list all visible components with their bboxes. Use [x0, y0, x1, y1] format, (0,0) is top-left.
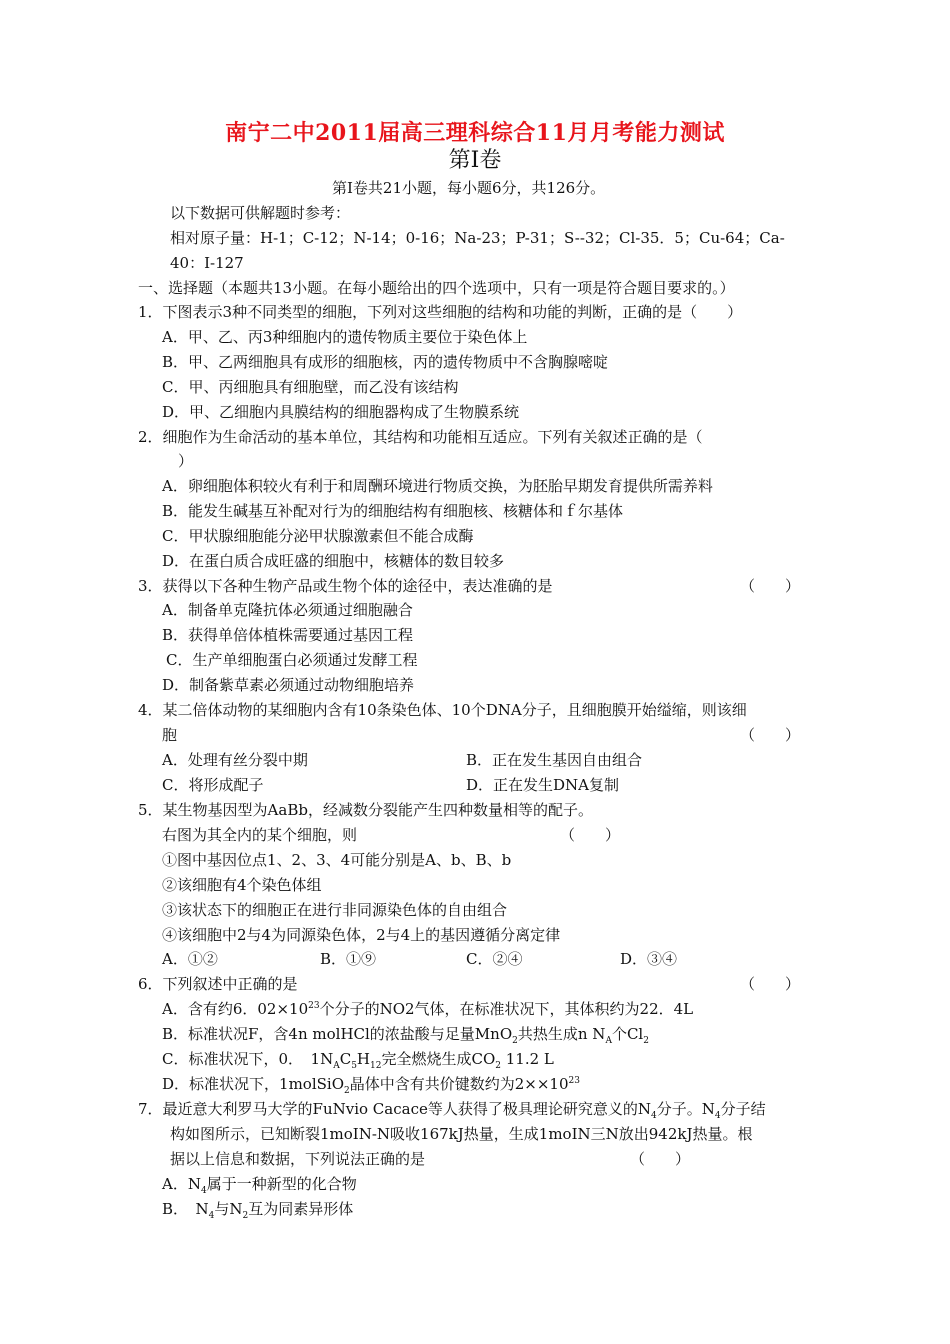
q1-option-b: B．甲、乙两细胞具有成形的细胞核，丙的遗传物质中不含胸腺嘧啶 [162, 353, 609, 371]
q6-option-d [162, 1074, 580, 1094]
q6-a-text-2: 个分子的NO2气体，在标准状况下，其体积约为22．4L [319, 1000, 694, 1018]
q5-option-d: D．③④ [620, 950, 678, 968]
q5-statement-1: ①图中基因位点1、2、3、4可能分别是A、b、B、b [162, 851, 512, 869]
q1-stem: 1．下图表示3种不同类型的细胞，下列对这些细胞的结构和功能的判断，正确的是（ ） [138, 303, 743, 321]
q7-option-b [162, 1199, 353, 1219]
q7-a-text-2: 属于一种新型的化合物 [206, 1175, 357, 1193]
q1-option-a: A．甲、乙、丙3种细胞内的遗传物质主要位于染色体上 [162, 328, 528, 346]
q6-a-exponent: 23 [308, 1001, 320, 1011]
reference-label: 以下数据可供解题时参考： [170, 204, 351, 222]
q4-stem: 4．某二倍体动物的某细胞内含有10条染色体、10个DNA分子，且细胞膜开始缢缩，则该细 [138, 701, 747, 719]
q7-a-sub: 4 [200, 1186, 207, 1196]
q5-stem-cont: 右图为其全内的某个细胞，则 [162, 826, 358, 844]
q6-d-text-2: 晶体中含有共价键数约为2××10 [349, 1075, 569, 1093]
q2-option-c: C．甲状腺细胞能分泌甲状腺激素但不能合成酶 [162, 527, 474, 545]
q6-option-a [162, 999, 693, 1019]
q6-b-sub-1: 2 [512, 1036, 518, 1046]
q7-stem-text-3: 分子结 [720, 1100, 766, 1118]
q6-d-sub: 2 [344, 1086, 350, 1096]
q3-option-b: B．获得单倍体植株需要通过基因工程 [162, 626, 414, 644]
q5-option-c: C．②④ [466, 950, 523, 968]
q6-answer-blank: （ ） [740, 975, 801, 993]
q7-b-text-1: B． N [162, 1200, 209, 1218]
q6-c-text-1: C．标准状况下，0． 1N [162, 1050, 334, 1068]
q6-c-text-5: 11.2 L [500, 1050, 554, 1068]
q6-d-exponent: 23 [568, 1076, 580, 1086]
q5-answer-blank: （ ） [560, 826, 621, 844]
q3-answer-blank: （ ） [740, 577, 801, 595]
q2-stem-close: ） [178, 452, 194, 470]
q2-option-a: A．卵细胞体积较火有利于和周酬环境进行物质交换，为胚胎早期发育提供所需养料 [162, 477, 713, 495]
q1-option-c: C．甲、丙细胞具有细胞壁，而乙没有该结构 [162, 378, 459, 396]
q7-stem-sub-1: 4 [650, 1111, 657, 1121]
exam-title: 南宁二中2011届高三理科综合11月月考能力测试 [225, 120, 725, 146]
q7-a-text-1: A．N [162, 1175, 201, 1193]
q6-c-text-2: C [339, 1050, 352, 1068]
q7-stem-line-3: 据以上信息和数据，下列说法正确的是 [170, 1150, 426, 1168]
q6-c-text-4: 完全燃烧生成CO [381, 1050, 496, 1068]
q5-statement-4: ④该细胞中2与4为同源染色体，2与4上的基因遵循分离定律 [162, 926, 561, 944]
q4-stem-cont: 胞 [162, 726, 178, 744]
q3-option-d: D．制备紫草素必须通过动物细胞培养 [162, 676, 415, 694]
q3-option-a: A．制备单克隆抗体必须通过细胞融合 [162, 601, 413, 619]
q7-stem [138, 1099, 766, 1119]
q1-option-d: D．甲、乙细胞内具膜结构的细胞器构成了生物膜系统 [162, 403, 520, 421]
q6-d-text-1: D．标准状况下，1molSiO [162, 1075, 344, 1093]
q6-option-b [162, 1024, 649, 1044]
q5-statement-3: ③该状态下的细胞正在进行非同源染色体的自由组合 [162, 901, 508, 919]
q7-stem-sub-2: 4 [714, 1111, 721, 1121]
q7-b-sub-1: 4 [208, 1211, 215, 1221]
q6-c-sub-2: 5 [351, 1061, 357, 1071]
q6-option-c [162, 1049, 554, 1069]
q6-b-text-3: 个Cl [611, 1025, 644, 1043]
atomic-mass-line-2: 40：I-127 [170, 254, 244, 272]
q6-b-text-2: 共热生成n N [517, 1025, 606, 1043]
q7-stem-text-1: 7．最近意大利罗马大学的FuNvio Cacace等人获得了极具理论研究意义的N [138, 1100, 651, 1118]
q6-c-sub-4: 2 [495, 1061, 501, 1071]
q5-option-a: A．①② [162, 950, 218, 968]
q6-b-sub-3: 2 [643, 1036, 649, 1046]
q5-stem: 5．某生物基因型为AaBb，经减数分裂能产生四种数量相等的配子。 [138, 801, 593, 819]
atomic-mass-line-1: 相对原子量：H-1；C-12；N-14；0-16；Na-23；P-31；S--32；Cl-35．5；Cu-64；Ca- [170, 229, 785, 247]
q7-stem-line-2: 构如图所示，已知断裂1moIN-N吸收167kJ热量，生成1moIN三N放出942kJ热量。根 [170, 1125, 753, 1143]
q6-stem: 6．下列叙述中正确的是 [138, 975, 298, 993]
q2-option-b: B．能发生碱基互补配对行为的细胞结构有细胞核、核糖体和ｆ尔基体 [162, 502, 624, 520]
q7-option-a [162, 1174, 357, 1194]
q7-answer-blank: （ ） [630, 1150, 691, 1168]
q7-stem-text-2: 分子。N [656, 1100, 715, 1118]
q7-b-sub-2: 2 [242, 1211, 249, 1221]
q3-stem: 3．获得以下各种生物产品或生物个体的途径中，表达准确的是 [138, 577, 553, 595]
q3-option-c: C．生产单细胞蛋白必须通过发酵工程 [166, 651, 418, 669]
q6-c-text-3: H [356, 1050, 371, 1068]
q5-statement-2: ②该细胞有4个染色体组 [162, 876, 322, 894]
q2-stem: 2．细胞作为生命活动的基本单位，其结构和功能相互适应。下列有关叙述正确的是（ [138, 428, 703, 446]
q4-option-c: C．将形成配子 [162, 776, 264, 794]
q7-b-text-3: 互为同素异形体 [248, 1200, 354, 1218]
q6-b-sub-2: A [605, 1036, 612, 1046]
part-heading: 一、选择题（本题共13小题。在每小题给出的四个选项中，只有一项是符合题目要求的。） [138, 279, 735, 297]
q6-a-text-1: A．含有约6．02×10 [162, 1000, 309, 1018]
q6-c-sub-3: 12 [370, 1061, 382, 1071]
q5-option-b: B．①⑨ [320, 950, 377, 968]
section-heading: 第Ⅰ卷 [448, 148, 502, 173]
q6-c-sub-1: A [333, 1061, 340, 1071]
q4-option-b: B．正在发生基因自由组合 [466, 751, 643, 769]
section-intro: 第Ⅰ卷共21小题，每小题6分，共126分。 [332, 179, 606, 197]
q6-b-text-1: B．标准状况F，含4n molHCl的浓盐酸与足量MnO [162, 1025, 513, 1043]
q7-b-text-2: 与N [214, 1200, 243, 1218]
q2-option-d: D．在蛋白质合成旺盛的细胞中，核糖体的数目较多 [162, 552, 505, 570]
q4-option-d: D．正在发生DNA复制 [466, 776, 620, 794]
q4-option-a: A．处理有丝分裂中期 [162, 751, 308, 769]
q4-answer-blank: （ ） [740, 726, 801, 744]
